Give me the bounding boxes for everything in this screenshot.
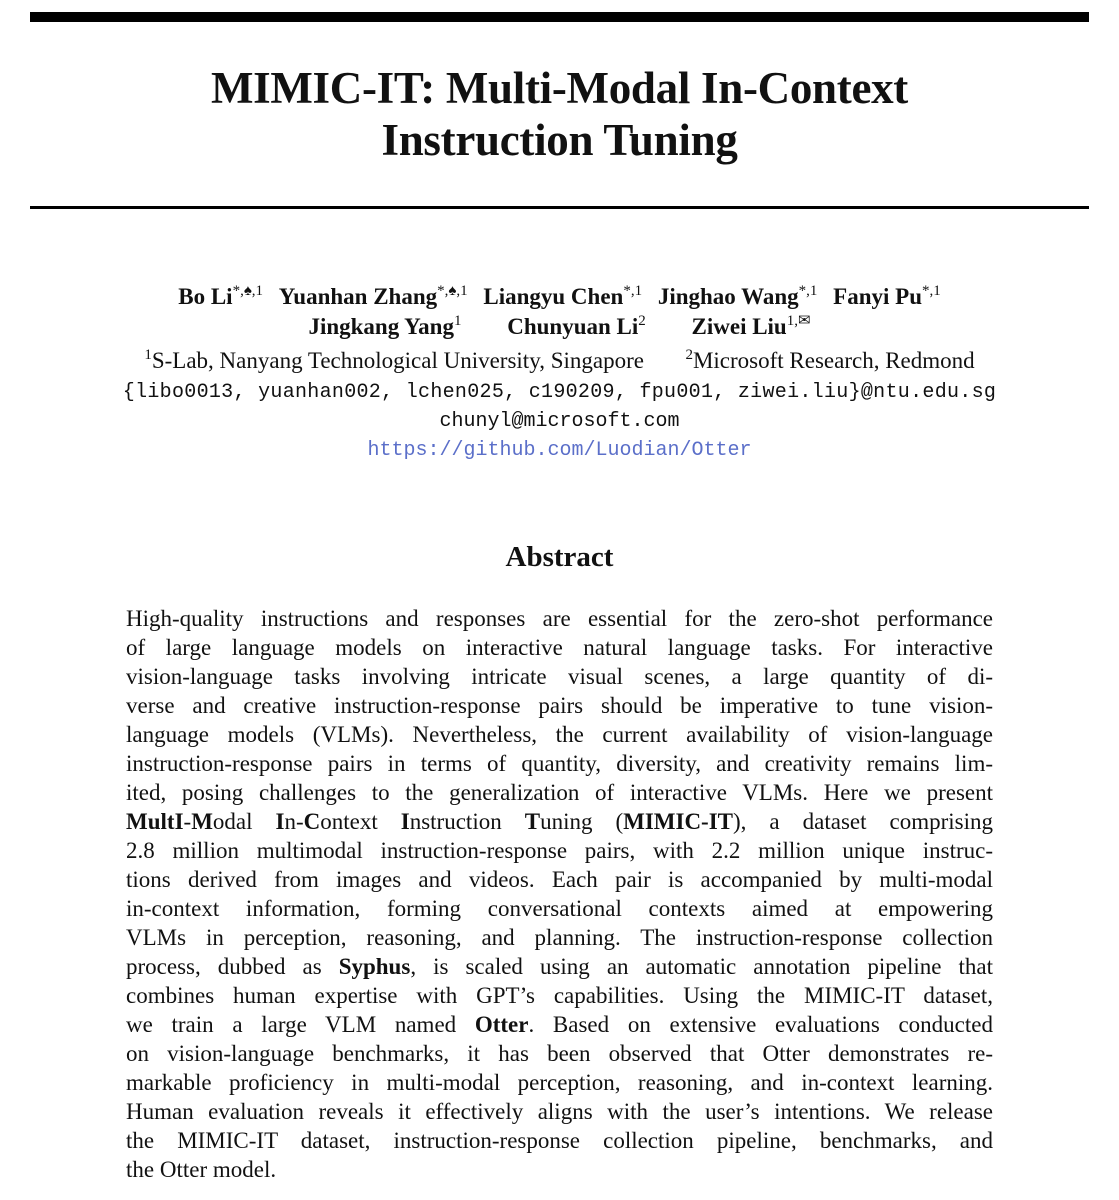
abstract-line-syphus: process, dubbed as Syphus, is scaled using an automatic annotation pipeline that [126,954,993,979]
abstract-line: High-quality instructions and responses are essential for the zero-shot performance [126,606,993,631]
title-line-2: Instruction Tuning [381,115,738,165]
author: Bo $Li^{*,♠,1}$ [178,283,264,309]
affiliation: $^2$Microsoft Research, Redmond [685,347,975,373]
author: Ziwei Liu$^{1,✉}$ [691,313,811,339]
email-list-ntu: {libo0013, yuanhan002, lchen025, c190209, fpu001, ziwei.liu}@ntu.edu.sg [122,381,997,404]
abstract-line: of large language models on interactive natural language tasks. For interactive [126,635,993,660]
abstract-line: VLMs in perception, reasoning, and planning. The instruction-response collection [126,925,993,950]
author: Jinghao Wang$^{*,1}$ [657,283,818,309]
author-list [0,282,1119,342]
abstract-line: language models (VLMs). Nevertheless, the current availability of vision-language [126,722,993,747]
abstract-line: Human evaluation reveals it effectively aligns with the user’s intentions. We release [126,1099,993,1124]
abstract-heading: Abstract [505,541,614,573]
title-line-1: MIMIC-IT: Multi-Modal In-Context [211,63,908,113]
author: Jingkang Yang$^1$ [308,313,462,339]
abstract-line: ited, posing challenges to the generalization of interactive VLMs. Here we present [126,780,993,805]
github-link[interactable]: https://github.com/Luodian/Otter [367,439,752,462]
github-link-row [0,438,1119,464]
abstract-line: vision-language tasks involving intricate visual scenes, a large quantity of di- [126,664,993,689]
abstract-line: 2.8 million multimodal instruction-response pairs, with 2.2 million unique instruc- [126,838,993,863]
author: Chunyuan Li$^2$ [507,313,646,339]
author-line-1 [0,282,1119,312]
abstract-line: on vision-language benchmarks, it has been observed that Otter demonstrates re- [126,1041,993,1066]
abstract-body [126,604,993,1184]
abstract-line-mimic-it: MultI-Modal In-Context Instruction Tuning (MIMIC-IT), a dataset comprising [126,809,993,834]
abstract-line: the Otter model. [126,1157,277,1182]
abstract-line: verse and creative instruction-response pairs should be imperative to tune vision- [126,693,993,718]
paper-title [0,62,1119,166]
abstract-line: tions derived from images and videos. Each pair is accompanied by multi-modal [126,867,993,892]
affiliation: $^1$S-Lab, Nanyang Technological University, Singapore [144,347,644,373]
title-bottom-rule [30,206,1089,209]
abstract-line: in-context information, forming conversational contexts aimed at empowering [126,896,993,921]
author: Liangyu Chen$^{*,1}$ [483,283,643,309]
abstract-line: markable proficiency in multi-modal perception, reasoning, and in-context learning. [126,1070,993,1095]
abstract-line: the MIMIC-IT dataset, instruction-response collection pipeline, benchmarks, and [126,1128,993,1153]
affiliations [0,346,1119,376]
top-rule [30,12,1089,22]
abstract-line: instruction-response pairs in terms of quantity, diversity, and creativity remains lim- [126,751,993,776]
author-line-2 [0,312,1119,342]
author: Yuanhan Zhang$^{*,♠,1}$ [278,283,468,309]
abstract-line: combines human expertise with GPT’s capabilities. Using the MIMIC-IT dataset, [126,983,993,1008]
abstract-line-otter: we train a large VLM named Otter. Based on extensive evaluations conducted [126,1012,993,1037]
email-microsoft: chunyl@microsoft.com [439,410,680,433]
author: Fanyi $Pu^{*,1}$ [833,283,941,309]
